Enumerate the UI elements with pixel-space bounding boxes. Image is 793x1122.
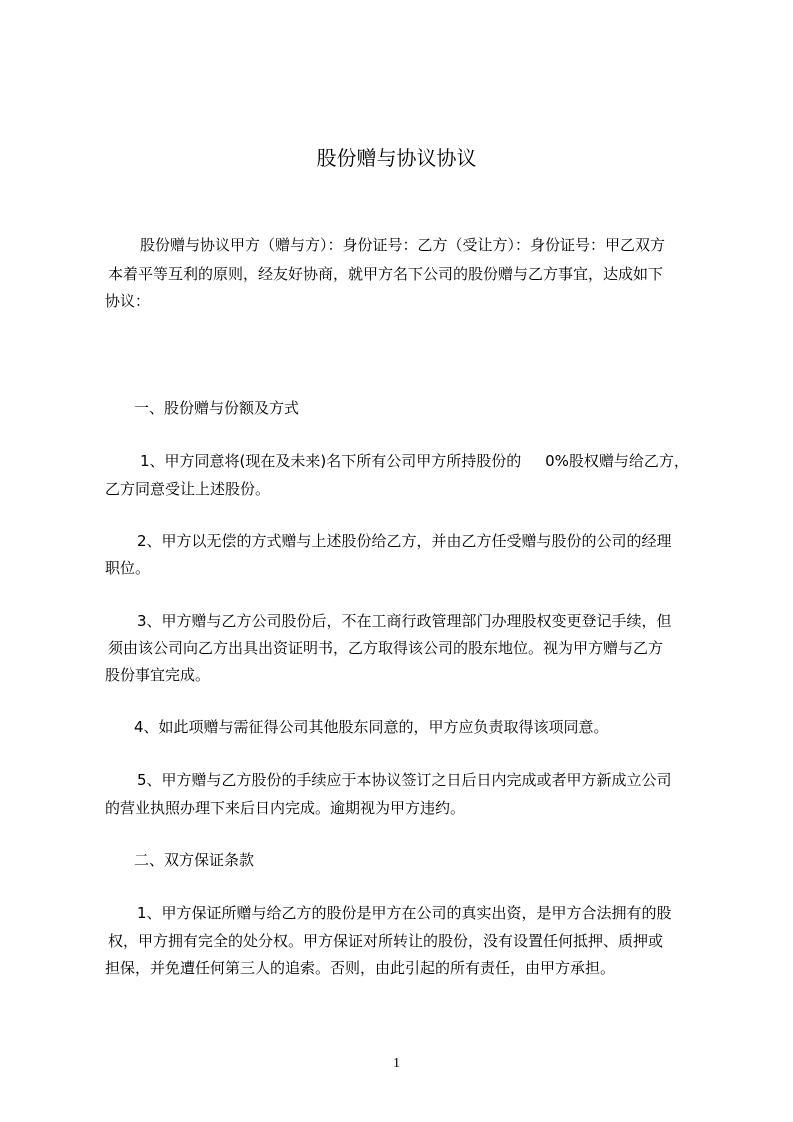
clause-1-1-line-1: 1、甲方同意将(现在及未来)名下所有公司甲方所持股份的 0%股权赠与给乙方， — [140, 452, 689, 470]
clause-2-1-line-1: 1、甲方保证所赠与给乙方的股份是甲方在公司的真实出资，是甲方合法拥有的股 — [137, 904, 672, 922]
clause-1-3-line-3: 股份事宜完成。 — [105, 666, 211, 684]
clause-1-5-line-1: 5、甲方赠与乙方股份的手续应于本协议签订之日后日内完成或者甲方新成立公司 — [137, 771, 672, 789]
para-1-line-2: 本着平等互利的原则，经友好协商，就甲方名下公司的股份赠与乙方事宜，达成如下 — [108, 265, 664, 283]
para-1-line-3: 协议： — [105, 292, 151, 310]
clause-2-1-line-3: 担保，并免遭任何第三人的追索。否则，由此引起的所有责任，由甲方承担。 — [105, 959, 616, 977]
para-1-line-1: 股份赠与协议甲方（赠与方）：身份证号：乙方（受让方）：身份证号：甲乙双方 — [140, 236, 666, 254]
clause-1-3-line-1: 3、甲方赠与乙方公司股份后，不在工商行政管理部门办理股权变更登记手续，但 — [137, 612, 672, 630]
clause-1-4-line-1: 4、如此项赠与需征得公司其他股东同意的，甲方应负责取得该项同意。 — [134, 718, 609, 736]
document-title: 股份赠与协议协议 — [316, 146, 477, 170]
clause-1-2-line-1: 2、甲方以无偿的方式赠与上述股份给乙方，并由乙方任受赠与股份的公司的经理 — [137, 532, 672, 550]
section-heading-1: 一、股份赠与份额及方式 — [134, 399, 300, 417]
page-number: 1 — [393, 1056, 400, 1071]
clause-1-1-line-2: 乙方同意受让上述股份。 — [105, 480, 271, 498]
section-heading-2: 二、双方保证条款 — [134, 851, 255, 869]
clause-1-5-line-2: 的营业执照办理下来后日内完成。逾期视为甲方违约。 — [105, 799, 466, 817]
clause-1-2-line-2: 职位。 — [105, 559, 151, 577]
clause-1-3-line-2: 须由该公司向乙方出具出资证明书，乙方取得该公司的股东地位。视为甲方赠与乙方 — [108, 639, 664, 657]
clause-2-1-line-2: 权，甲方拥有完全的处分权。甲方保证对所转让的股份，没有设置任何抵押、质押或 — [108, 932, 664, 950]
